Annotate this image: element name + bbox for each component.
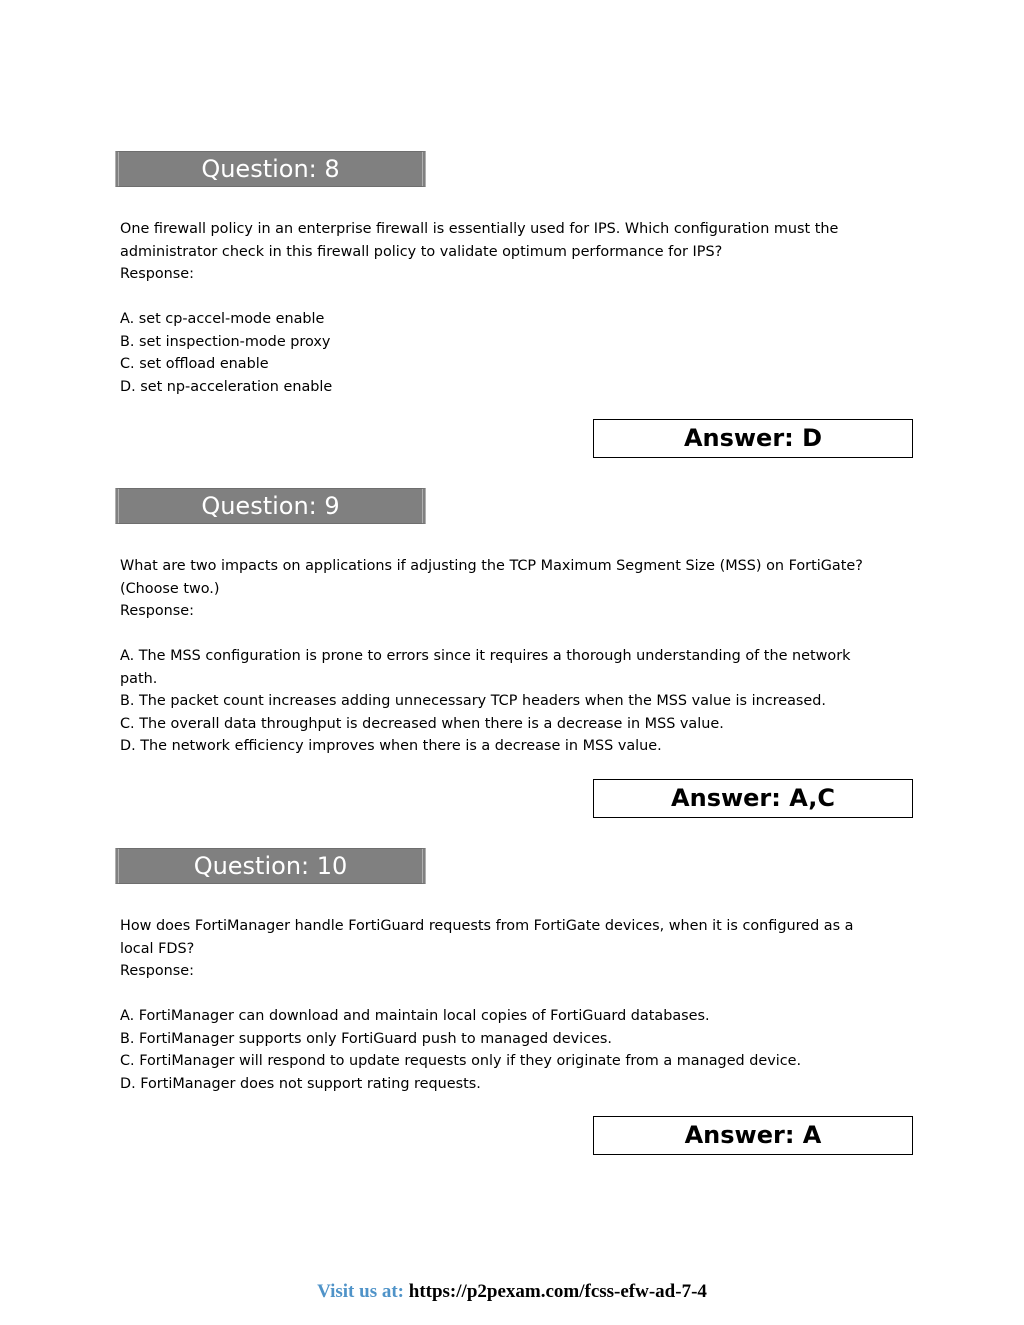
- answer-option: D. The network efficiency improves when there is a decrease in MSS value.: [120, 738, 662, 754]
- question-text-line: (Choose two.): [120, 580, 220, 597]
- answer-option: A. set cp-accel-mode enable: [120, 311, 325, 327]
- question-body: [120, 218, 910, 398]
- answer-option: C. FortiManager will respond to update requests only if they originate from a managed device.: [120, 1053, 802, 1069]
- question-text-line: How does FortiManager handle FortiGuard requests from FortiGate devices, when it is configured as a: [120, 918, 854, 934]
- footer-link[interactable]: https://p2pexam.com/fcss-efw-ad-7-4: [408, 1281, 707, 1302]
- response-label: Response:: [120, 963, 194, 979]
- question-text-line: One firewall policy in an enterprise firewall is essentially used for IPS. Which configuration must the: [120, 221, 839, 237]
- answer-option: A. The MSS configuration is prone to errors since it requires a thorough understanding of the network: [120, 648, 851, 664]
- question-header: [115, 151, 426, 187]
- visit-label: Visit us at:: [317, 1281, 404, 1302]
- answer-box: [593, 779, 913, 818]
- answer-option: B. FortiManager supports only FortiGuard push to managed devices.: [120, 1030, 613, 1047]
- question-text-line: What are two impacts on applications if adjusting the TCP Maximum Segment Size (MSS) on FortiGate?: [120, 558, 863, 574]
- answer-box: [593, 1116, 913, 1155]
- question-number: Question: 8: [201, 155, 340, 183]
- answer-option: D. FortiManager does not support rating requests.: [120, 1075, 481, 1092]
- question-header: [115, 848, 426, 884]
- answer-option: path.: [120, 670, 158, 687]
- question-text-line: administrator check in this firewall policy to validate optimum performance for IPS?: [120, 243, 723, 260]
- answer-option: D. set np-acceleration enable: [120, 378, 333, 395]
- answer-text: Answer: D: [683, 424, 823, 452]
- response-label: Response:: [120, 266, 194, 282]
- question-header: [115, 488, 426, 524]
- question-text-line: local FDS?: [120, 940, 195, 957]
- answer-option: C. set offload enable: [120, 356, 269, 372]
- answer-box: [593, 419, 913, 458]
- question-body: [120, 915, 910, 1095]
- response-label: Response:: [120, 603, 194, 619]
- answer-option: B. The packet count increases adding unnecessary TCP headers when the MSS value is increased.: [120, 693, 826, 709]
- answer-option: C. The overall data throughput is decreased when there is a decrease in MSS value.: [120, 715, 724, 732]
- question-number: Question: 9: [201, 492, 340, 520]
- question-number: Question: 10: [193, 852, 348, 880]
- question-body: [120, 555, 910, 758]
- answer-text: Answer: A,C: [671, 784, 835, 812]
- answer-option: B. set inspection-mode proxy: [120, 333, 331, 350]
- answer-text: Answer: A: [684, 1121, 822, 1149]
- answer-option: A. FortiManager can download and maintain local copies of FortiGuard databases.: [120, 1008, 710, 1024]
- page-footer: [0, 1281, 1024, 1303]
